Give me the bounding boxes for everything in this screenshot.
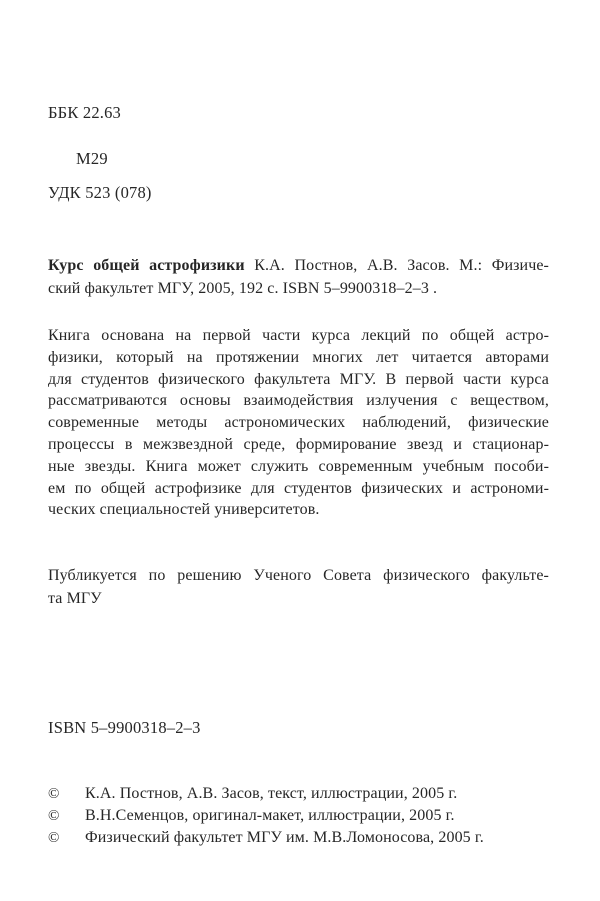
bibliographic-record-line1 [48, 254, 549, 277]
bibliographic-record [48, 254, 549, 300]
isbn-line: ISBN 5–9900318–2–3 [48, 718, 201, 737]
annotation-line: физики, который на протяжении многих лет читается авторами [48, 348, 549, 366]
copyright-block [48, 783, 549, 849]
annotation-line: ные звезды. Книга может служить современным учебным пособи- [48, 457, 549, 475]
annotation-line: для студентов физического факультета МГУ. В первой части курса [48, 370, 549, 388]
publication-note-line: та МГУ [48, 590, 102, 607]
copyright-icon: © [48, 786, 60, 802]
copyright-icon: © [48, 830, 60, 846]
copyright-text: К.А. Постнов, А.В. Засов, текст, иллюстрации, 2005 г. [85, 785, 458, 802]
annotation-line: современные методы астрономических наблюдений, физические [48, 414, 549, 432]
copyright-row [48, 783, 549, 805]
publication-note-line: Публикуется по решению Ученого Совета физического факульте- [48, 567, 549, 584]
author-sign-code: М29 [76, 149, 108, 168]
copyright-text: Физический факультет МГУ им. М.В.Ломоносова, 2005 г. [85, 829, 484, 846]
bbk-code: ББК 22.63 [48, 103, 122, 122]
copyright-icon: © [48, 808, 60, 824]
annotation-line: процессы в межзвездной среде, формирование звезд и стационар- [48, 435, 549, 453]
book-title: Курс общей астрофизики [48, 257, 245, 274]
book-authors: К.А. Постнов, А.В. Засов. М.: Физиче- [244, 257, 549, 274]
copyright-row [48, 805, 549, 827]
publication-note [48, 564, 549, 610]
bibliographic-record-line2: ский факультет МГУ, 2005, 192 с. ISBN 5–9900318–2–3 . [48, 280, 438, 297]
annotation-line: ем по общей астрофизике для студентов физических и астрономи- [48, 479, 549, 497]
annotation-line: рассматриваются основы взаимодействия излучения с веществом, [48, 392, 549, 410]
copyright-row [48, 827, 549, 849]
annotation-line: ческих специальностей университетов. [48, 501, 320, 519]
copyright-text: В.Н.Семенцов, оригинал-макет, иллюстрации, 2005 г. [85, 807, 455, 824]
annotation-paragraph [48, 325, 549, 521]
annotation-line: Книга основана на первой части курса лекций по общей астро- [48, 327, 549, 344]
udk-code: УДК 523 (078) [48, 183, 152, 202]
